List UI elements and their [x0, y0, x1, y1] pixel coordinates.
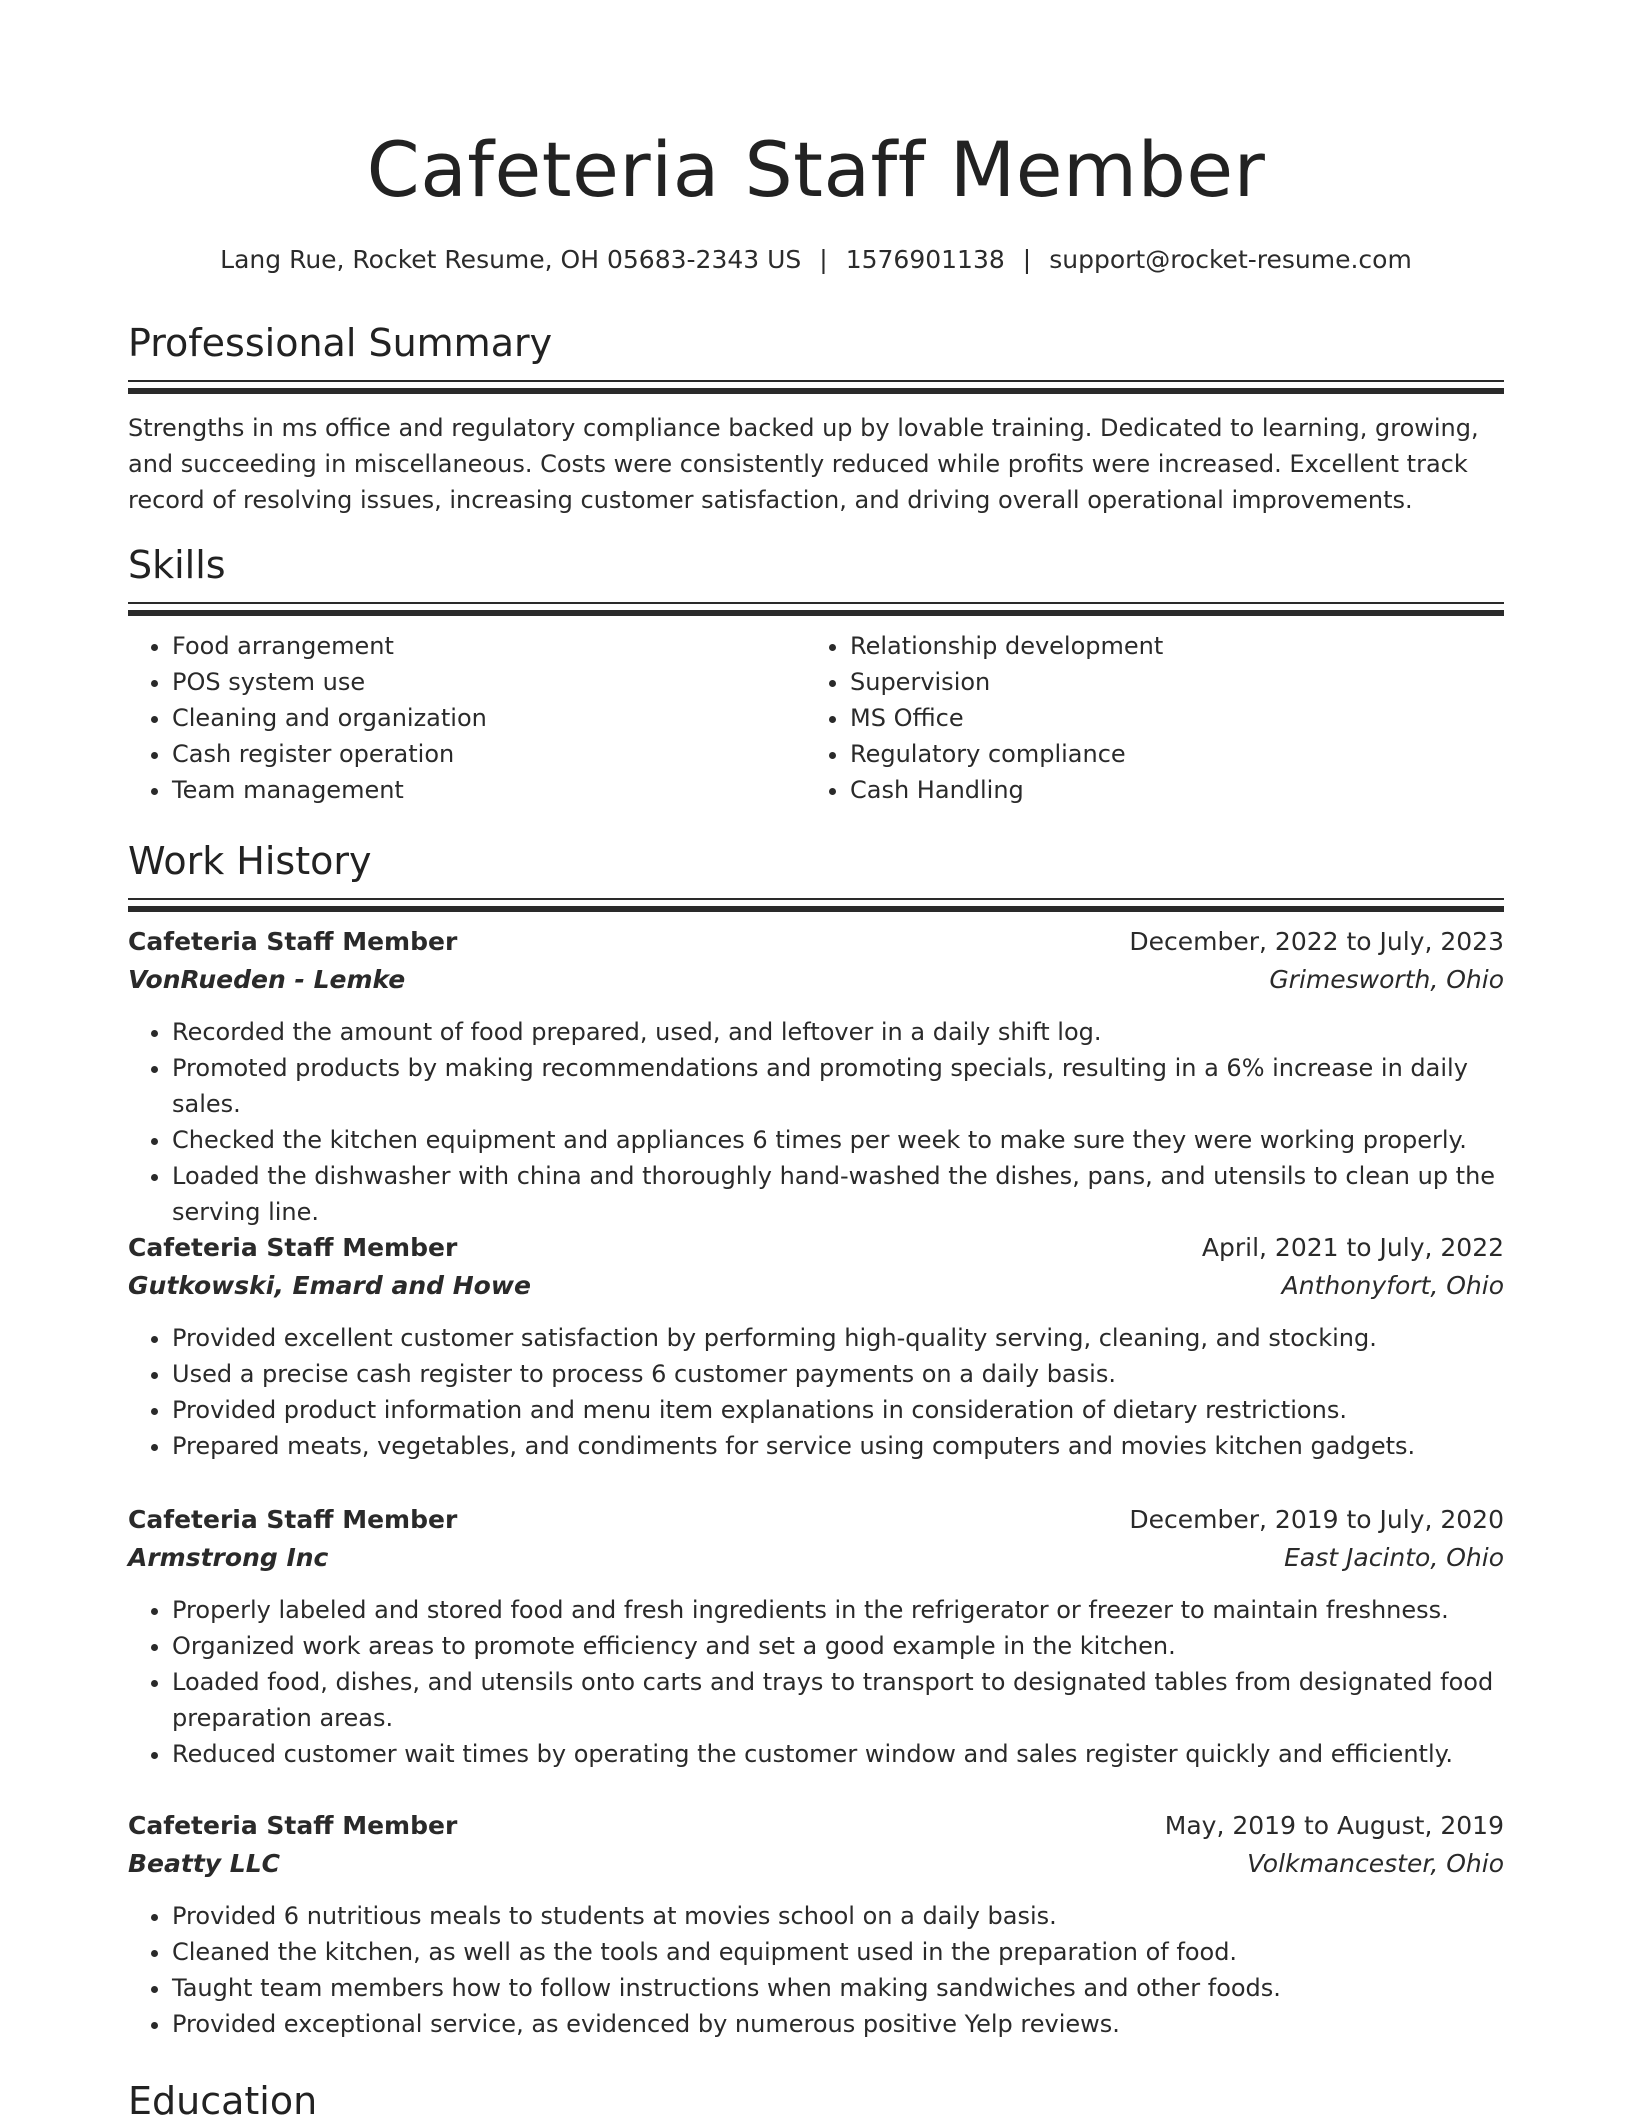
contact-phone: 1576901138 [845, 245, 1005, 274]
job-location: Anthonyfort, Ohio [1281, 1271, 1504, 1300]
skill-item: • POS system use [172, 664, 806, 700]
job-company: Gutkowski, Emard and Howe [128, 1271, 531, 1300]
job-bullets [128, 1320, 1504, 1464]
job-company: VonRueden - Lemke [128, 965, 406, 994]
job-company: Armstrong Inc [128, 1543, 329, 1572]
job-bullet: • Loaded food, dishes, and utensils onto carts and trays to transport to designated tables from designated food preparation areas. [172, 1664, 1504, 1736]
job-entry [128, 1502, 1504, 1772]
skill-item: • Cash Handling [850, 772, 1484, 808]
job-bullet: • Provided product information and menu item explanations in consideration of dietary restrictions. [172, 1392, 1504, 1428]
skill-item: • Cleaning and organization [172, 700, 806, 736]
contact-separator: | [1022, 245, 1032, 274]
contact-line [128, 244, 1504, 276]
job-dates: December, 2019 to July, 2020 [1129, 1505, 1504, 1534]
summary-section [128, 318, 1504, 542]
skills-section [128, 540, 1504, 808]
job-dates: April, 2021 to July, 2022 [1201, 1233, 1504, 1262]
skills-list-left [128, 628, 806, 808]
job-title: Cafeteria Staff Member [128, 927, 458, 956]
job-location: Volkmancester, Ohio [1247, 1849, 1504, 1878]
resume-page [128, 0, 1504, 2123]
job-bullet: • Checked the kitchen equipment and appliances 6 times per week to make sure they were working properly. [172, 1122, 1504, 1158]
work-history-heading: Work History [128, 839, 372, 883]
skill-item: • Food arrangement [172, 628, 806, 664]
job-bullet: • Cleaned the kitchen, as well as the tools and equipment used in the preparation of food. [172, 1934, 1504, 1970]
job-entry [128, 1230, 1504, 1464]
section-divider [128, 898, 1504, 910]
job-title: Cafeteria Staff Member [128, 1233, 458, 1262]
job-bullet: • Provided 6 nutritious meals to students at movies school on a daily basis. [172, 1898, 1504, 1934]
skill-item: • MS Office [850, 700, 1484, 736]
skill-item: • Cash register operation [172, 736, 806, 772]
job-title: Cafeteria Staff Member [128, 1811, 458, 1840]
job-bullet: • Organized work areas to promote efficiency and set a good example in the kitchen. [172, 1628, 1504, 1664]
job-bullet: • Properly labeled and stored food and fresh ingredients in the refrigerator or freezer to maintain freshness. [172, 1592, 1504, 1628]
skill-item: • Relationship development [850, 628, 1484, 664]
section-divider [128, 380, 1504, 392]
job-bullet: • Provided excellent customer satisfaction by performing high-quality serving, cleaning, and stocking. [172, 1320, 1504, 1356]
work-history-section [128, 836, 1504, 2038]
contact-separator: | [819, 245, 828, 274]
skill-item: • Team management [172, 772, 806, 808]
job-bullet: • Recorded the amount of food prepared, used, and leftover in a daily shift log. [172, 1014, 1504, 1050]
job-dates: December, 2022 to July, 2023 [1129, 927, 1504, 956]
job-bullet: • Used a precise cash register to process 6 customer payments on a daily basis. [172, 1356, 1504, 1392]
job-location: East Jacinto, Ohio [1284, 1543, 1504, 1572]
job-bullets [128, 1898, 1504, 2042]
summary-text: Strengths in ms office and regulatory compliance backed up by lovable training. Dedicated to learning, growing, and succeeding in miscellaneous. Costs were consistently reduced while profits were increased. Excellent track record of resolving issues, increasing customer satisfaction, and driving overall operational improvements. [128, 414, 1479, 514]
skill-item: • Supervision [850, 664, 1484, 700]
job-title: Cafeteria Staff Member [128, 1505, 458, 1534]
education-section [128, 2076, 1504, 2126]
job-dates: May, 2019 to August, 2019 [1164, 1811, 1504, 1840]
job-entry [128, 1808, 1504, 2042]
job-bullet: • Provided exceptional service, as evidenced by numerous positive Yelp reviews. [172, 2006, 1504, 2042]
job-bullet: • Taught team members how to follow instructions when making sandwiches and other foods. [172, 1970, 1504, 2006]
section-divider [128, 602, 1504, 614]
job-bullet: • Prepared meats, vegetables, and condiments for service using computers and movies kitchen gadgets. [172, 1428, 1504, 1464]
skills-columns [128, 628, 1504, 808]
job-bullets [128, 1014, 1504, 1230]
job-bullets [128, 1592, 1504, 1772]
skills-list-right [806, 628, 1484, 808]
skills-heading: Skills [128, 543, 226, 587]
summary-heading: Professional Summary [128, 321, 553, 365]
contact-address: Lang Rue, Rocket Resume, OH 05683-2343 US [220, 245, 802, 274]
job-bullet: • Promoted products by making recommendations and promoting specials, resulting in a 6% increase in daily sales. [172, 1050, 1504, 1122]
job-location: Grimesworth, Ohio [1269, 965, 1504, 994]
job-bullet: • Reduced customer wait times by operating the customer window and sales register quickly and efficiently. [172, 1736, 1504, 1772]
job-entry [128, 924, 1504, 1230]
contact-email: support@rocket-resume.com [1049, 245, 1412, 274]
job-company: Beatty LLC [128, 1849, 280, 1878]
resume-title: Cafeteria Staff Member [366, 125, 1266, 214]
job-bullet: • Loaded the dishwasher with china and thoroughly hand-washed the dishes, pans, and utensils to clean up the serving line. [172, 1158, 1504, 1230]
education-heading: Education [128, 2079, 318, 2123]
skill-item: • Regulatory compliance [850, 736, 1484, 772]
